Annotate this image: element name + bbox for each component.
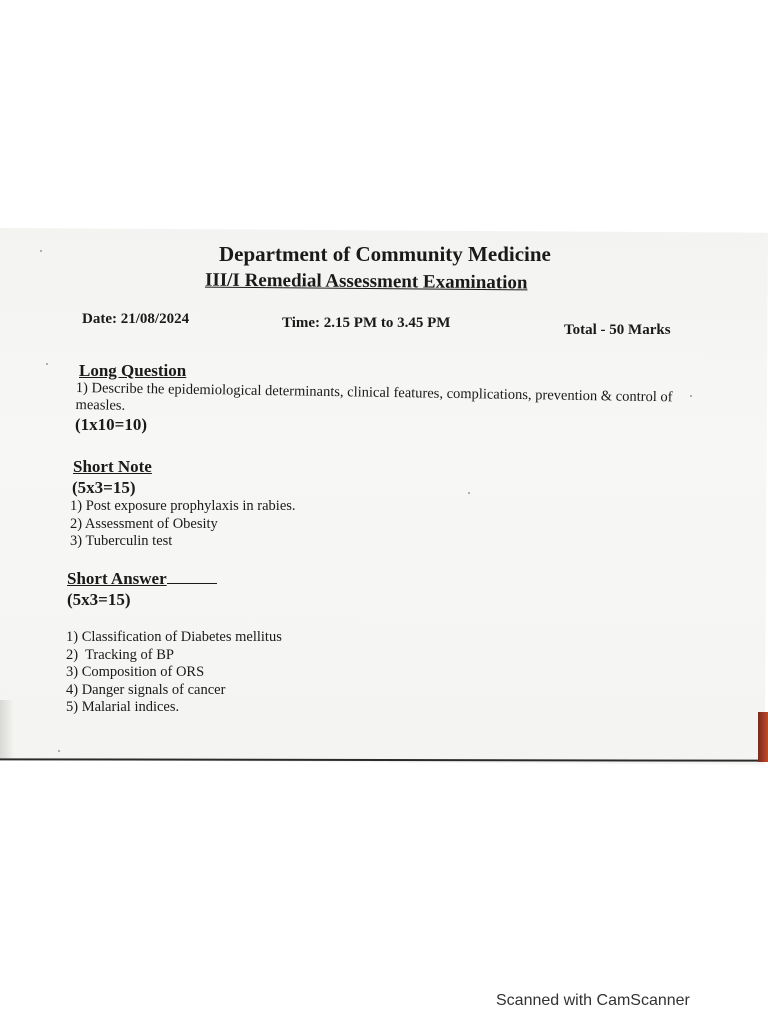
scanner-watermark: Scanned with CamScanner (496, 992, 690, 1009)
scan-speck (58, 750, 60, 752)
scan-speck (46, 363, 48, 365)
short-answer-item: 5) Malarial indices. (66, 699, 180, 715)
scan-speck (468, 492, 470, 494)
short-answer-item: 2) Tracking of BP (66, 646, 174, 663)
paper-edge-mark (758, 712, 768, 762)
short-note-marks: (5x3=15) (72, 478, 136, 497)
exam-total-marks: Total - 50 Marks (564, 322, 671, 338)
scan-speck (40, 250, 42, 252)
exam-time: Time: 2.15 PM to 3.45 PM (282, 315, 451, 331)
short-answer-marks: (5x3=15) (67, 590, 131, 609)
short-answer-list (66, 629, 282, 717)
long-question-marks: (1x10=10) (75, 415, 148, 434)
short-note-heading: Short Note (73, 457, 152, 476)
paper-shadow (0, 700, 14, 760)
department-title: Department of Community Medicine (219, 242, 551, 266)
short-answer-item: 4) Danger signals of cancer (66, 681, 226, 698)
short-answer-heading-text: Short Answer (67, 569, 167, 588)
exam-date: Date: 21/08/2024 (82, 311, 190, 327)
short-answer-item: 3) Composition of ORS (66, 664, 205, 680)
heading-underline-trail (167, 582, 217, 584)
short-answer-heading (67, 569, 217, 589)
short-note-item: 3) Tuberculin test (70, 533, 173, 549)
exam-title: III/I Remedial Assessment Examination (204, 269, 528, 294)
long-question-heading: Long Question (79, 361, 187, 380)
short-note-item: 2) Assessment of Obesity (70, 515, 218, 532)
short-answer-item: 1) Classification of Diabetes mellitus (66, 629, 282, 645)
scan-speck (690, 395, 692, 397)
short-note-item: 1) Post exposure prophylaxis in rabies. (70, 498, 296, 514)
short-note-list (70, 498, 296, 551)
long-question-text: 1) Describe the epidemiological determinants, clinical features, complications, prevention & control of measles. (75, 380, 673, 414)
